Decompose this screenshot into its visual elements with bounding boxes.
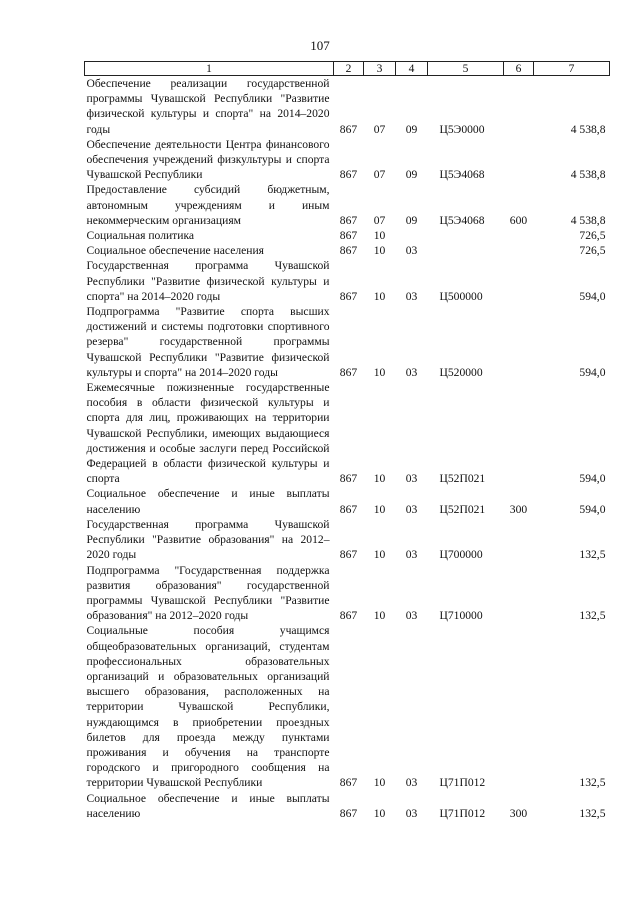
row-subsection-code: 09 [405,168,418,182]
col-header-subsection: 4 [396,62,428,76]
row-subsection-code [396,228,428,243]
row-target-article: Ц710000 [439,609,483,623]
table-row [85,76,610,137]
row-subsection-code: 03 [405,472,418,486]
col-header-ministry: 2 [334,62,364,76]
row-name: Обеспечение реализации государственной программы Чувашской Республики "Развитие физической культуры и спорта" на 2014–2020 годы [86,77,330,136]
row-name: Подпрограмма "Развитие спорта высших достижений и системы подготовки спортивного резерва" государственной программы Чувашской Республики "Развитие физической культуры и спорта" на 2014–2020 годы [86,305,330,379]
table-row [85,182,610,228]
row-subsection-code: 03 [405,609,418,623]
row-section-code: 10 [373,548,386,562]
table-row [85,243,610,258]
row-expense-type: 600 [509,213,528,227]
row-name: Предоставление субсидий бюджетным, автономным учреждениям и иным некоммерческим организациям [86,183,330,227]
row-subsection-code: 03 [405,289,418,303]
table-row [85,486,610,516]
row-expense-type [504,137,534,183]
row-target-article: Ц52П021 [439,502,486,516]
table-header [85,62,610,76]
row-amount: 132,5 [579,548,606,562]
row-expense-type [504,517,534,563]
row-target-article: Ц700000 [439,548,483,562]
row-section-code: 10 [373,229,386,243]
row-section-code: 07 [373,213,386,227]
row-amount: 594,0 [579,502,606,516]
row-subsection-code: 03 [405,365,418,379]
row-subsection-code: 09 [405,122,418,136]
row-expense-type: 300 [509,806,528,820]
row-expense-type: 300 [509,502,528,516]
row-amount: 132,5 [579,776,606,790]
row-section-code: 10 [373,472,386,486]
table-row [85,380,610,486]
row-expense-type [504,243,534,258]
row-ministry-code: 867 [339,168,358,182]
row-target-article: Ц5Э0000 [439,122,485,136]
row-section-code: 07 [373,168,386,182]
page-number: 107 [310,38,330,53]
row-subsection-code: 03 [405,806,418,820]
row-ministry-code: 867 [339,548,358,562]
row-section-code: 10 [373,776,386,790]
header-row [85,62,610,76]
row-ministry-code: 867 [339,229,358,243]
row-target-article: Ц71П012 [439,776,486,790]
row-ministry-code: 867 [339,776,358,790]
row-name: Ежемесячные пожизненные государственные пособия в области физической культуры и спорта для лиц, проживающих на территории Чувашской Республики, имеющих выдающиеся достижения и особые заслуги перед Российской Федерацией в области физической культуры и спорта [86,381,330,486]
row-ministry-code: 867 [339,502,358,516]
row-amount: 726,5 [579,229,606,243]
table-row [85,563,610,624]
row-target-article [428,228,504,243]
row-section-code: 10 [373,289,386,303]
row-expense-type [504,304,534,380]
table-body [85,76,610,821]
row-ministry-code: 867 [339,806,358,820]
row-target-article: Ц52П021 [439,472,486,486]
row-section-code: 10 [373,365,386,379]
row-expense-type [504,258,534,304]
col-header-section: 3 [364,62,396,76]
row-name: Социальное обеспечение и иные выплаты населению [86,487,330,516]
row-subsection-code: 03 [405,244,418,258]
table-row [85,304,610,380]
row-expense-type [504,228,534,243]
row-target-article: Ц5Э4068 [439,213,485,227]
row-ministry-code: 867 [339,609,358,623]
col-header-name: 1 [85,62,334,76]
row-name: Социальные пособия учащимся общеобразовательных организаций, студентам профессиональных образовательных организаций и образовательных организаций высшего образования, расположенных на территории Чувашской Республики, нуждающимся в приобретении проездных билетов для проезда между пунктами проживания и обучения на транспорте городского и пригородного сообщения на территории Чувашской Республики [86,624,330,790]
row-name: Подпрограмма "Государственная поддержка развития образования" государственной программы Чувашской Республики "Развитие образования" на 2012–2020 годы [86,563,330,623]
row-target-article: Ц500000 [439,289,483,303]
row-section-code: 10 [373,502,386,516]
table-row [85,791,610,821]
row-amount: 594,0 [579,472,606,486]
row-section-code: 10 [373,609,386,623]
row-amount: 726,5 [579,244,606,258]
row-amount: 4 538,8 [570,122,606,136]
row-expense-type [504,623,534,790]
table-row [85,228,610,243]
row-amount: 132,5 [579,609,606,623]
row-section-code: 07 [373,122,386,136]
row-ministry-code: 867 [339,244,358,258]
table-row [85,258,610,304]
col-header-expense-type: 6 [504,62,534,76]
budget-table [84,61,610,821]
row-name: Обеспечение деятельности Центра финансового обеспечения учреждений физкультуры и спорта Чувашской Республики [86,137,330,182]
row-amount: 4 538,8 [570,168,606,182]
row-expense-type [504,380,534,486]
row-subsection-code: 03 [405,548,418,562]
row-amount: 4 538,8 [570,213,606,227]
row-subsection-code: 03 [405,502,418,516]
row-amount: 594,0 [579,289,606,303]
row-target-article: Ц520000 [439,365,483,379]
row-subsection-code: 09 [405,213,418,227]
row-ministry-code: 867 [339,289,358,303]
row-ministry-code: 867 [339,213,358,227]
col-header-amount: 7 [534,62,610,76]
row-section-code: 10 [373,806,386,820]
row-section-code: 10 [373,244,386,258]
row-target-article: Ц5Э4068 [439,168,485,182]
row-subsection-code: 03 [405,776,418,790]
row-ministry-code: 867 [339,365,358,379]
row-expense-type [504,563,534,624]
col-header-target-article: 5 [428,62,504,76]
row-target-article: Ц71П012 [439,806,486,820]
row-name: Социальное обеспечение населения [86,244,265,258]
row-amount: 594,0 [579,365,606,379]
row-name: Государственная программа Чувашской Республики "Развитие образования" на 2012–2020 годы [86,517,330,562]
row-ministry-code: 867 [339,122,358,136]
row-ministry-code: 867 [339,472,358,486]
table-row [85,623,610,790]
row-expense-type [504,76,534,137]
row-name: Социальная политика [86,229,195,243]
row-amount: 132,5 [579,806,606,820]
table-row [85,137,610,183]
row-name: Государственная программа Чувашской Республики "Развитие физической культуры и спорта" на 2014–2020 годы [86,259,330,303]
table-row [85,517,610,563]
row-target-article [428,243,504,258]
row-name: Социальное обеспечение и иные выплаты населению [86,791,330,820]
